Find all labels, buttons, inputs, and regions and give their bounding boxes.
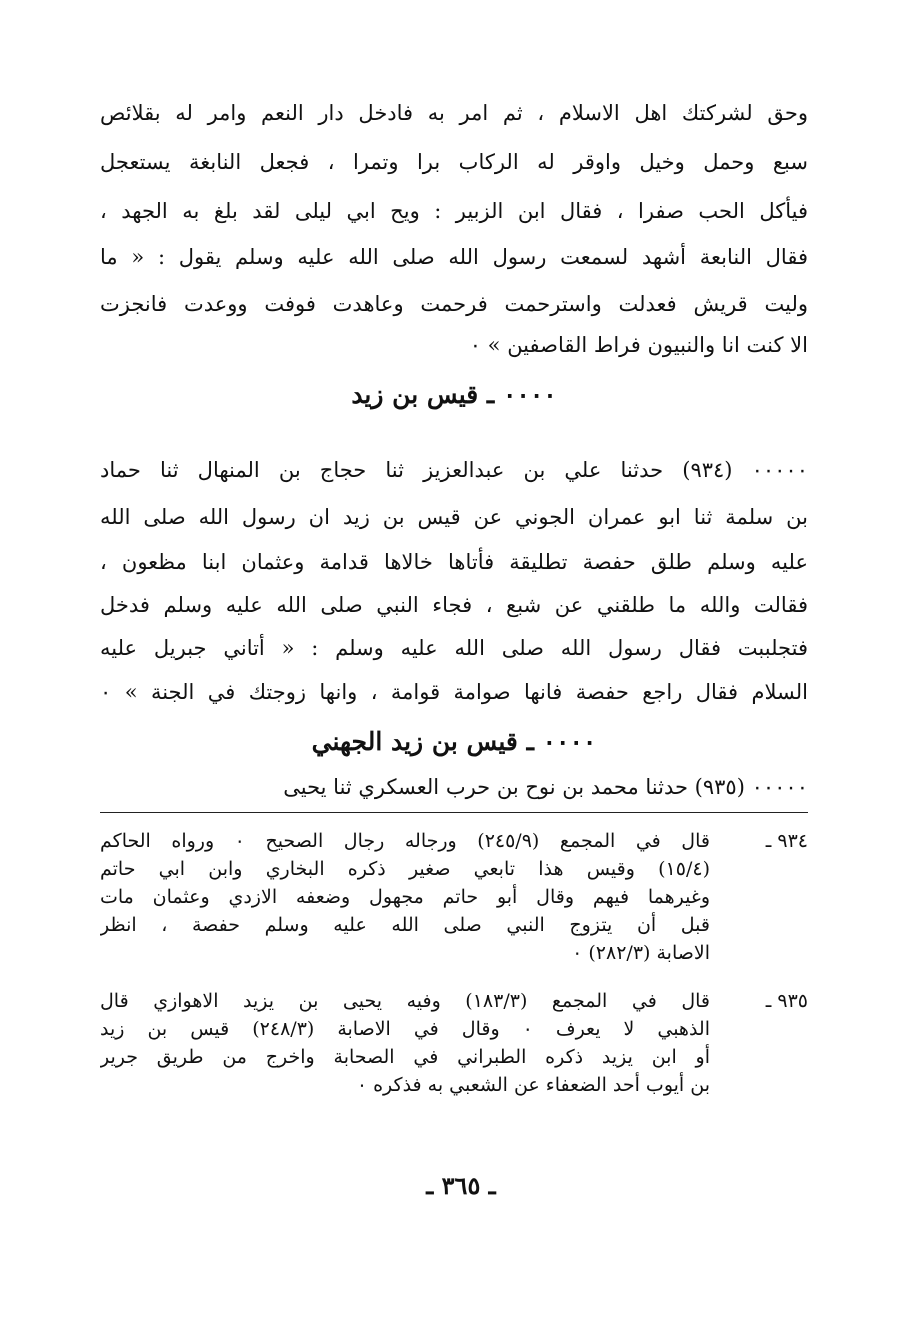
footnote-line: وغيرهما فيهم وقال أبو حاتم مجهول وضعفه الازدي وعثمان مات [100, 886, 710, 908]
body-line: عليه وسلم طلق حفصة تطليقة فأتاها خالاها قدامة وعثمان ابنا مظعون ، [100, 550, 808, 574]
footnote-line: الاصابة (٢٨٢/٣) ٠ [572, 942, 710, 964]
body-line: ٠٠٠٠٠ (٩٣٤) حدثنا علي بن عبدالعزيز ثنا حجاج بن المنهال ثنا حماد [100, 458, 808, 482]
body-line: وليت قريش فعدلت واسترحمت فرحمت وعاهدت فوفت ووعدت فانجزت [100, 292, 808, 316]
body-line: ٠٠٠٠٠ (٩٣٥) حدثنا محمد بن نوح بن حرب العسكري ثنا يحيى [283, 775, 808, 799]
footnote-line: الذهبي لا يعرف ٠ وقال في الاصابة (٢٤٨/٣) قيس بن زيد [100, 1018, 710, 1040]
page-number: ـ ٣٦٥ ـ [426, 1171, 496, 1200]
body-line: فتجلببت فقال رسول الله صلى الله عليه وسلم : « أتاني جبريل عليه [100, 636, 808, 660]
footnote-separator [100, 812, 808, 813]
footnote-line: قال في المجمع (١٨٣/٣) وفيه يحيى بن يزيد الاهوازي قال [100, 990, 710, 1012]
body-line: فقال النابعة أشهد لسمعت رسول الله صلى الله عليه وسلم يقول : « ما [100, 245, 808, 269]
footnote-line: قبل أن يتزوج النبي صلى الله عليه وسلم حفصة ، انظر [100, 914, 710, 936]
body-line: فقالت والله ما طلقني عن شبع ، فجاء النبي صلى الله عليه وسلم فدخل [100, 593, 808, 617]
body-line: الا كنت انا والنبيون فراط القاصفين » ٠ [469, 333, 808, 357]
footnote-line: أو ابن يزيد ذكره الطبراني في الصحابة واخرج من طريق جرير [100, 1046, 710, 1068]
footnote-number: ٩٣٥ ـ [765, 990, 808, 1012]
section-heading: ٠٠٠٠ ـ قيس بن زيد الجهني [311, 727, 597, 756]
footnote-number: ٩٣٤ ـ [765, 830, 808, 852]
footnote-line: (١٥/٤) وقيس هذا تابعي صغير ذكره البخاري وابن ابي حاتم [100, 858, 710, 880]
section-heading: ٠٠٠٠ ـ قيس بن زيد [351, 380, 557, 409]
body-line: فيأكل الحب صفرا ، فقال ابن الزبير : ويح ابي ليلى لقد بلغ به الجهد ، [100, 199, 808, 223]
body-line: سبع وحمل وخيل واوقر له الركاب برا وتمرا ، فجعل النابغة يستعجل [100, 150, 808, 174]
footnote-line: بن أيوب أحد الضعفاء عن الشعبي به فذكره ٠ [356, 1074, 710, 1096]
body-line: وحق لشركتك اهل الاسلام ، ثم امر به فادخل دار النعم وامر له بقلائص [100, 101, 808, 125]
body-line: السلام فقال راجع حفصة فانها صوامة قوامة ، وانها زوجتك في الجنة » ٠ [100, 680, 808, 704]
body-line: بن سلمة ثنا ابو عمران الجوني عن قيس بن زيد ان رسول الله صلى الله [100, 505, 808, 529]
footnote-line: قال في المجمع (٢٤٥/٩) ورجاله رجال الصحيح ٠ ورواه الحاكم [100, 830, 710, 852]
